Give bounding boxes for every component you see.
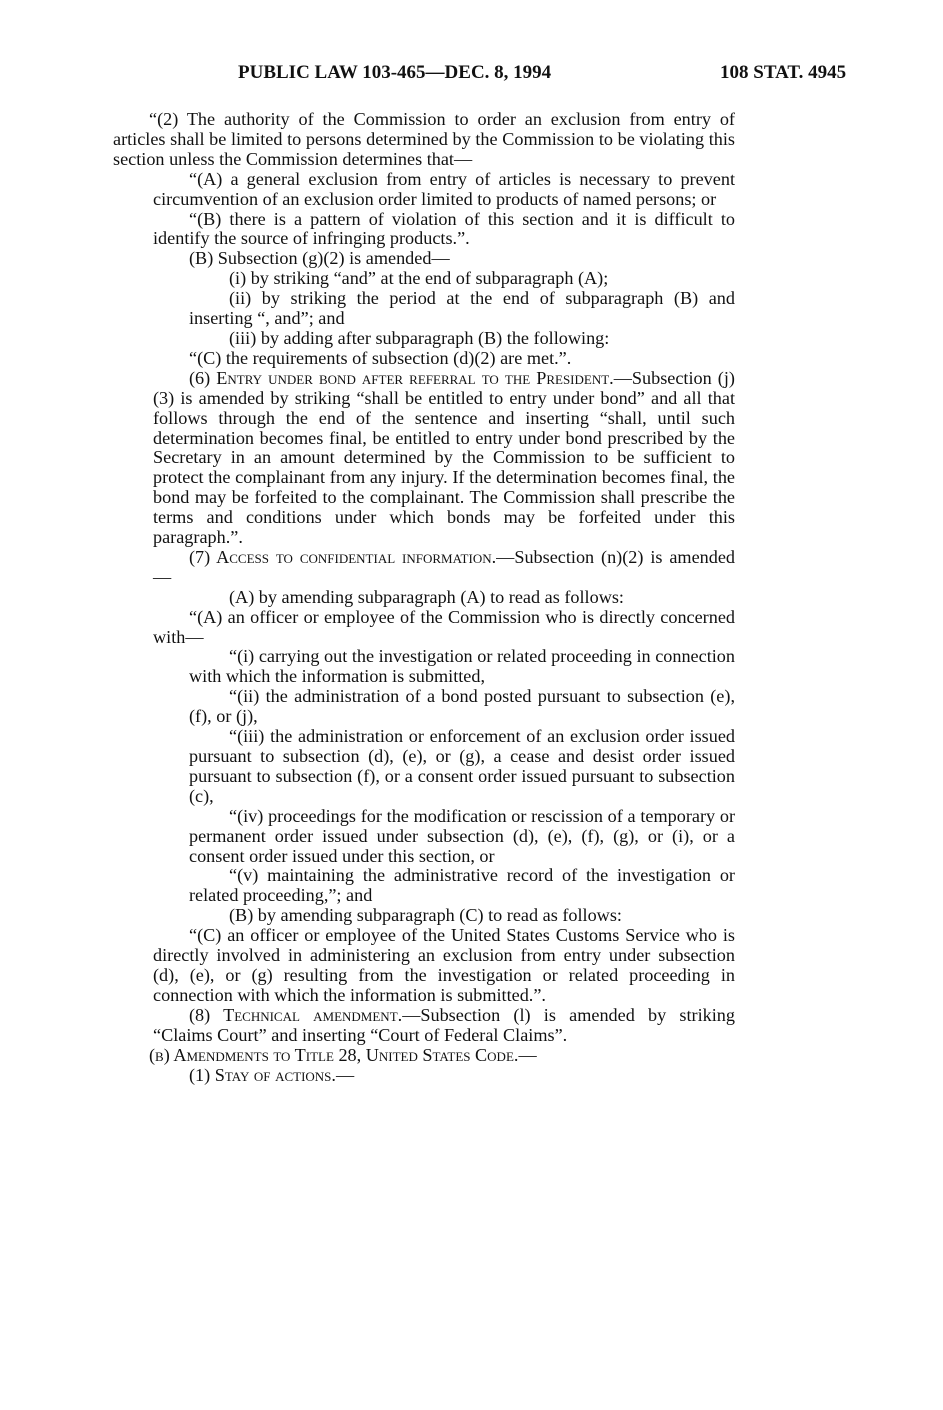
paragraph-b-1-dash: — [335,1064,355,1085]
paragraph-6-heading: (6) Entry under bond after referral to the President. [189,367,614,388]
paragraph-2: “(2) The authority of the Commission to order an exclusion from entry of articles shall be limited to persons determined by the Commission to be violating this section unless the Commission determines that— [113,109,735,169]
page-header-title: PUBLIC LAW 103-465—DEC. 8, 1994 [238,62,552,83]
paragraph-2-B: “(B) there is a pattern of violation of this section and it is difficult to identify the source of infringing products.”. [153,208,735,249]
subsection-b [113,1046,735,1066]
subsection-b-dash: — [518,1044,537,1065]
quote-clause-ii: “(ii) the administration of a bond posted pursuant to subsection (e), (f), or (j), [189,686,735,727]
clause-iii-quote: “(C) the requirements of subsection (d)(2) are met.”. [189,347,572,368]
paragraph-8-text: —Subsection (l) is amended by striking “Claims Court” and inserting “Court of Federal Claims”. [153,1004,735,1045]
paragraph-b-1 [113,1066,735,1086]
subsection-b-heading: (b) Amendments to Title 28, United States Code. [149,1044,519,1065]
paragraph-7-B-quote: “(C) an officer or employee of the United States Customs Service who is directly involved in administering an exclusion from entry under subsection (d), (e), or (g) resulting from the investigation or related proceeding in connection with which the information is submitted.”. [153,925,735,1005]
subsection-g2-amended: (B) Subsection (g)(2) is amended— [189,248,450,269]
paragraph-8 [113,1006,735,1046]
document-body [113,110,735,1085]
quote-clause-i: “(i) carrying out the investigation or related proceeding in connection with which the information is submitted, [189,646,735,687]
page-header-stat-citation: 108 STAT. 4945 [720,62,847,83]
quote-clause-v: “(v) maintaining the administrative record of the investigation or related proceeding,”; and [189,865,735,906]
paragraph-8-heading: (8) Technical amendment. [189,1004,403,1025]
paragraph-b-1-heading: (1) Stay of actions. [189,1064,336,1085]
paragraph-7-A: (A) by amending subparagraph (A) to read as follows: [229,586,624,607]
quote-clause-iii: “(iii) the administration or enforcement of an exclusion order issued pursuant to subsection (d), (e), or (g), a cease and desist order issued pursuant to subsection (f), or a consent order issued pursuant to subsection (c), [189,726,735,806]
page-header [0,62,943,92]
clause-iii: (iii) by adding after subparagraph (B) the following: [229,327,610,348]
paragraph-6 [113,369,735,548]
paragraph-7-B: (B) by amending subparagraph (C) to read as follows: [229,905,622,926]
paragraph-7-text: —Subsection (n)(2) is amended— [153,546,735,587]
paragraph-7-heading: (7) Access to confidential information. [189,546,497,567]
clause-i: (i) by striking “and” at the end of subparagraph (A); [229,268,609,289]
clause-ii: (ii) by striking the period at the end of subparagraph (B) and inserting “, and”; and [189,288,735,329]
paragraph-7-A-quote: “(A) an officer or employee of the Commission who is directly concerned with— [153,606,735,647]
paragraph-7 [113,548,735,588]
quote-clause-iv: “(iv) proceedings for the modification or rescission of a temporary or permanent order issued under subsection (d), (e), (f), (g), or (i), or a consent order issued under this section, or [189,805,735,866]
paragraph-6-text: —Subsection (j)(3) is amended by striking “shall be entitled to entry under bond” and all that follows through the end of the sentence and inserting “shall, until such determination becomes final, be entitled to entry under bond prescribed by the Secretary in an amount determined by the Commission to be sufficient to protect the complainant from any injury. If the determination becomes final, the bond may be forfeited to the complainant. The Commission shall prescribe the terms and conditions under which bonds may be forfeited under this paragraph.”. [153,367,735,548]
paragraph-2-A: “(A) a general exclusion from entry of articles is necessary to prevent circumvention of an exclusion order limited to products of named persons; or [153,168,735,209]
